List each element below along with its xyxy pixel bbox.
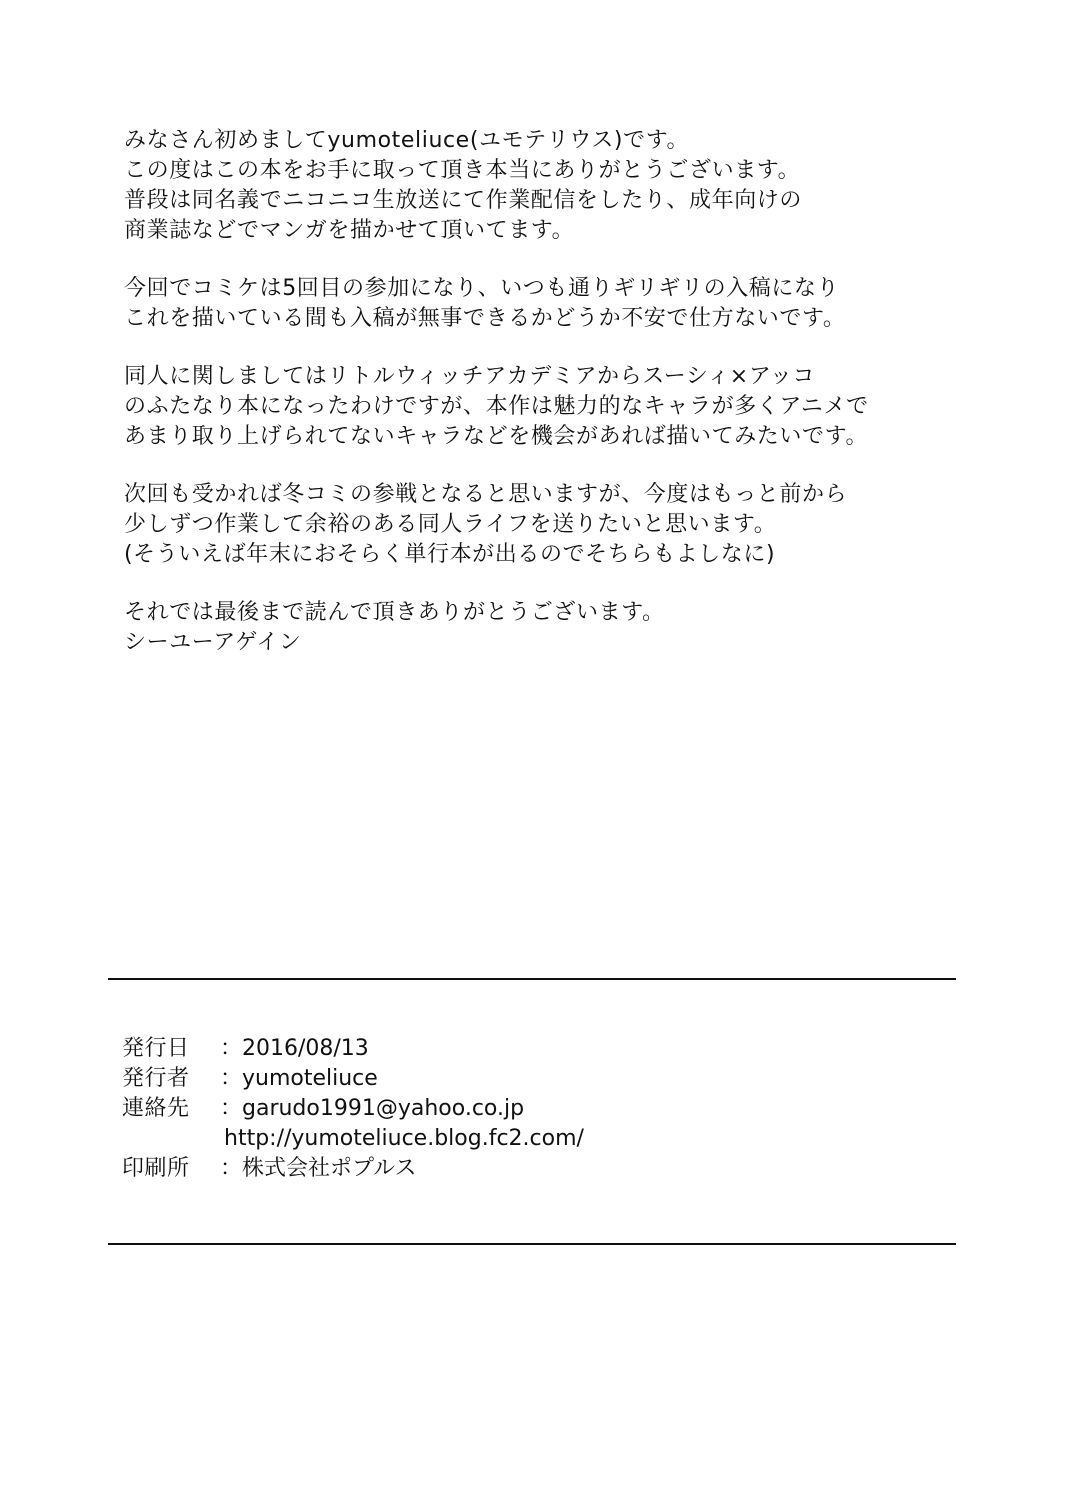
contact-url: http://yumoteliuce.blog.fc2.com/ [224, 1126, 584, 1151]
paragraph-next-time [124, 480, 1004, 570]
separator: ： [220, 1096, 243, 1121]
paragraph-doujin [124, 362, 1004, 452]
text-line: 少しずつ作業して余裕のある同人ライフを送りたいと思います。 [124, 512, 777, 537]
text-line: 同人に関しましてはリトルウィッチアカデミアからスーシィ×アッコ [124, 364, 816, 389]
text-line: これを描いている間も入稿が無事できるかどうか不安で仕方ないです。 [124, 306, 846, 331]
text-line: のふたなり本になったわけですが、本作は魅力的なキャラが多くアニメで [124, 394, 869, 419]
date-label: 発行日 [122, 1036, 190, 1061]
text-line: (そういえば年末におそらく単行本が出るのでそちらもよしなに) [124, 542, 776, 567]
colophon [122, 1034, 922, 1184]
colophon-row-printer [122, 1154, 922, 1184]
paragraph-closing [124, 598, 1004, 658]
colophon-row-url [122, 1124, 922, 1154]
divider-top [108, 978, 956, 980]
text-line: あまり取り上げられてないキャラなどを機会があれば描いてみたいです。 [124, 424, 869, 449]
separator: ： [220, 1036, 243, 1061]
text-line: この度はこの本をお手に取って頂き本当にありがとうございます。 [124, 158, 801, 183]
paragraph-greeting [124, 126, 1004, 246]
text-line: シーユーアゲイン [124, 630, 302, 655]
divider-bottom [108, 1243, 956, 1245]
separator: ： [220, 1066, 243, 1091]
colophon-row-contact [122, 1094, 922, 1124]
publisher-value: yumoteliuce [242, 1066, 378, 1091]
printer-label: 印刷所 [122, 1156, 190, 1181]
text-line: 次回も受かれば冬コミの参戦となると思いますが、今度はもっと前から [124, 482, 848, 507]
contact-email: garudo1991@yahoo.co.jp [242, 1096, 525, 1121]
contact-label: 連絡先 [122, 1096, 190, 1121]
text-line: それでは最後まで読んで頂きありがとうございます。 [124, 600, 665, 625]
text-line: 商業誌などでマンガを描かせて頂いてます。 [124, 218, 575, 243]
publisher-label: 発行者 [122, 1066, 190, 1091]
paragraph-comiket [124, 274, 1004, 334]
colophon-row-date [122, 1034, 922, 1064]
text-line: 今回でコミケは5回目の参加になり、いつも通りギリギリの入稿になり [124, 276, 840, 301]
text-line: みなさん初めましてyumoteliuce(ユモテリウス)です。 [124, 128, 690, 153]
date-value: 2016/08/13 [242, 1036, 369, 1061]
text-line: 普段は同名義でニコニコ生放送にて作業配信をしたり、成年向けの [124, 188, 803, 213]
afterword-text [124, 126, 1004, 686]
separator: ： [220, 1156, 243, 1181]
colophon-row-publisher [122, 1064, 922, 1094]
printer-value: 株式会社ポプルス [242, 1156, 417, 1181]
